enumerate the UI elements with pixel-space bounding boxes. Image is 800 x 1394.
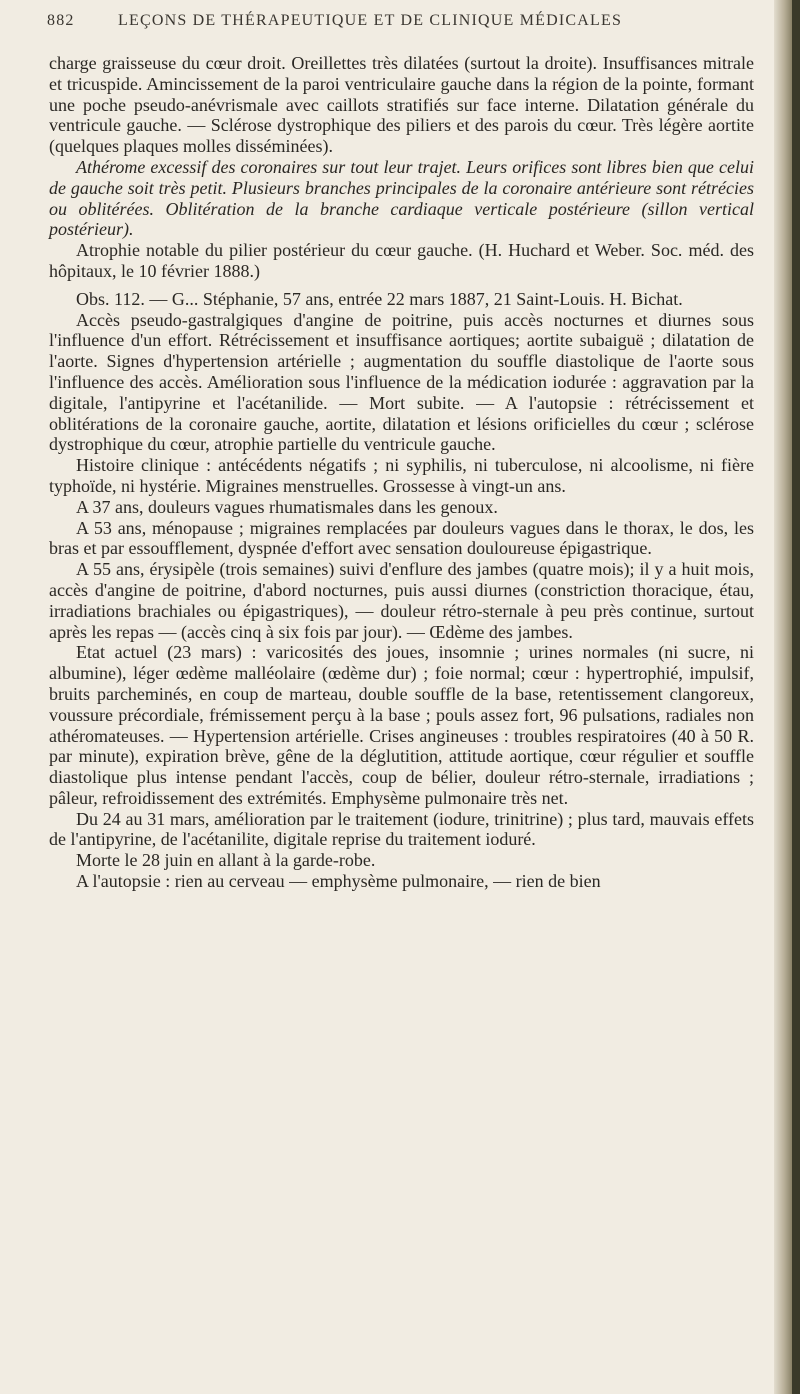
paragraph-atheroma: Athérome excessif des coronaires sur tout leur trajet. Leurs orifices sont libres bien que celui de gauche soit très petit. Plusieurs branches principales de la coronaire antérieure sont rétrécies ou oblitérées. Oblitération de la branche cardiaque verticale postérieure (sillon vertical postérieur).	[49, 156, 754, 240]
page-number: 882	[47, 12, 75, 29]
binding-shadow	[792, 0, 800, 1394]
paragraph-age-53: A 53 ans, ménopause ; migraines remplacées par douleurs vagues dans le thorax, le dos, les bras et par essoufflement, dyspnée d'effort avec sensation douloureuse épigastrique.	[49, 517, 754, 559]
paragraph-current-state: Etat actuel (23 mars) : varicosités des joues, insomnie ; urines normales (ni sucre, ni albumine), léger œdème malléolaire (œdème dur) ; foie normal; cœur : hypertrophié, impulsif, bruits parcheminés, en coup de marteau, double souffle de la base, retentissement clangoreux, voussure précordiale, frémissement perçu à la base ; pouls assez fort, 96 pulsations, radiales non athéromateuses. — Hypertension artérielle. Crises angineuses : troubles respiratoires (40 à 50 R. par minute), expiration brève, gêne de la déglutition, attitude aortique, cœur régulier et souffle diastolique plus intense pendant l'accès, coup de bélier, douleur rétro-sternale, irradiations ; pâleur, refroidissement des extrémités. Emphysème pulmonaire très net.	[49, 642, 754, 808]
running-header	[0, 0, 774, 40]
running-title: LEÇONS DE THÉRAPEUTIQUE ET DE CLINIQUE MÉDICALES	[118, 12, 623, 29]
observation-heading: Obs. 112. — G... Stéphanie, 57 ans, entrée 22 mars 1887, 21 Saint-Louis. H. Bichat.	[76, 288, 683, 309]
paragraph-summary: Accès pseudo-gastralgiques d'angine de poitrine, puis accès nocturnes et diurnes sous l'influence d'un effort. Rétrécissement et insuffisance aortiques; aortite subaiguë ; dilatation de l'aorte. Signes d'hypertension artérielle ; augmentation du souffle diastolique de l'aorte sous l'influence des accès. Amélioration sous l'influence de la médication iodurée : aggravation par la digitale, l'antipyrine et l'acétanilide. — Mort subite. — A l'autopsie : rétrécissement et oblitérations de la coronaire gauche, aortite, dilatation et lésions orificielles du cœur ; sclérose dystrophique du cœur, atrophie partielle du ventricule gauche.	[49, 309, 754, 455]
paragraph-citation: Atrophie notable du pilier postérieur du cœur gauche. (H. Huchard et Weber. Soc. méd. des hôpitaux, le 10 février 1888.)	[49, 240, 754, 281]
paragraph-history: Histoire clinique : antécédents négatifs ; ni syphilis, ni tuberculose, ni alcoolisme, ni fière typhoïde, ni hystérie. Migraines menstruelles. Grossesse à vingt-un ans.	[49, 455, 754, 496]
paragraph-death: Morte le 28 juin en allant à la garde-robe.	[76, 850, 376, 871]
paragraph-age-37: A 37 ans, douleurs vagues rhumatismales dans les genoux.	[76, 496, 498, 517]
spacer	[49, 282, 754, 289]
paragraph-age-55: A 55 ans, érysipèle (trois semaines) suivi d'enflure des jambes (quatre mois); il y a huit mois, accès d'angine de poitrine, d'abord nocturnes, puis aussi diurnes (constriction thoracique, étau, irradiations brachiales ou épigastriques), — douleur rétro-sternale à peu près continue, surtout après les repas — (accès cinq à six fois par jour). — Œdème des jambes.	[49, 559, 754, 642]
paragraph-treatment: Du 24 au 31 mars, amélioration par le traitement (iodure, trinitrine) ; plus tard, mauvais effets de l'antipyrine, de l'acétanilite, digitale reprise du traitement ioduré.	[49, 808, 754, 850]
paragraph-autopsy: A l'autopsie : rien au cerveau — emphysème pulmonaire, — rien de bien	[76, 871, 601, 892]
body-text	[49, 53, 754, 892]
paragraph-autopsy-heart: charge graisseuse du cœur droit. Oreillettes très dilatées (surtout la droite). Insuffisances mitrale et tricuspide. Amincissement de la paroi ventriculaire gauche dans la région de la pointe, formant une poche pseudo-anévrismale avec caillots stratifiés sur face interne. Dilatation générale du ventricule gauche. — Sclérose dystrophique des piliers et des parois du cœur. Très légère aortite (quelques plaques molles disséminées).	[49, 53, 754, 157]
